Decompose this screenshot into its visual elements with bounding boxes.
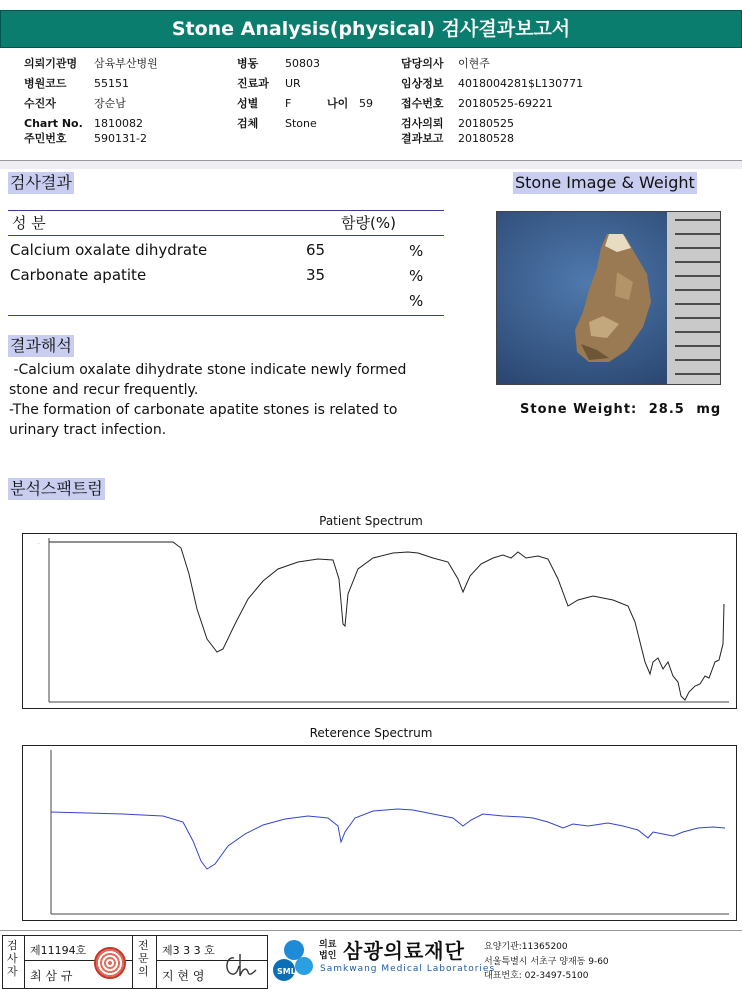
info-value: 삼육부산병원 <box>94 57 158 70</box>
info-row <box>24 77 158 91</box>
info-row <box>237 57 373 71</box>
info-value: 장순남 <box>94 97 126 110</box>
result-name: Calcium oxalate dihydrate <box>10 241 208 259</box>
result-name: Carbonate apatite <box>10 266 147 284</box>
org-logo-text: SML <box>277 967 296 976</box>
results-table-top-rule <box>8 210 444 211</box>
signature-divider <box>132 935 133 989</box>
reference-spectrum-plot <box>22 745 737 921</box>
results-title: 검사결과 <box>10 173 72 192</box>
examiner-name: 최 삼 규 <box>30 969 73 983</box>
reference-spectrum-line <box>51 809 725 869</box>
interpretation-line: urinary tract infection. <box>9 422 167 438</box>
reviewer-signature <box>222 950 260 980</box>
signature-divider <box>156 935 157 989</box>
info-value: UR <box>285 77 301 90</box>
patient-spectrum-line <box>49 542 724 700</box>
interpretation-line: stone and recur frequently. <box>9 382 199 398</box>
info-key: 접수번호 <box>401 97 444 110</box>
reviewer-id: 제3 3 3 호 <box>162 944 215 957</box>
org-address: 서울특별시 서초구 양재동 9-60 <box>484 957 609 967</box>
stone-photo <box>496 211 721 385</box>
info-key: 결과보고 <box>401 132 444 145</box>
info-key: 임상정보 <box>401 77 444 90</box>
info-key: 의뢰기관명 <box>24 57 78 70</box>
info-row <box>401 117 583 131</box>
results-table-header-rule <box>8 235 444 236</box>
patient-spectrum-graphic <box>23 534 736 708</box>
info-row <box>24 132 158 146</box>
info-divider-band <box>0 161 742 169</box>
info-key: Chart No. <box>24 117 83 130</box>
image-section-title: Stone Image & Weight <box>515 173 695 192</box>
age-value: 59 <box>359 97 373 110</box>
info-row <box>401 132 583 146</box>
report-title: Stone Analysis(physical) 검사결과보고서 <box>171 18 571 40</box>
info-key: 수진자 <box>24 97 56 110</box>
org-english-name: Samkwang Medical Laboratories <box>320 964 496 974</box>
info-value: 55151 <box>94 77 129 90</box>
stone-weight-label: Stone Weight: <box>520 402 638 417</box>
info-key: 검체 <box>237 117 259 130</box>
signature-divider <box>24 935 25 989</box>
reviewer-label: 전문의 <box>138 939 149 978</box>
org-type <box>319 940 336 962</box>
info-key: 병원코드 <box>24 77 67 90</box>
org-type-line-1: 의료 <box>319 940 337 950</box>
interpretation-title: 결과해석 <box>10 336 72 355</box>
info-key: 진료과 <box>237 77 269 90</box>
patient-spectrum-title: Patient Spectrum <box>319 514 423 528</box>
info-value: 4018004281$L130771 <box>458 77 584 90</box>
info-row <box>401 57 583 71</box>
info-value: 이현주 <box>458 57 490 70</box>
result-value: 35 <box>306 266 326 284</box>
result-value: 65 <box>306 241 326 259</box>
org-name: 삼광의료재단 <box>343 939 465 963</box>
info-key: 병동 <box>237 57 259 70</box>
info-key: 담당의사 <box>401 57 444 70</box>
examiner-id: 제11194호 <box>30 944 87 957</box>
patient-spectrum-plot <box>22 533 737 709</box>
org-type-line-2: 법인 <box>319 951 337 961</box>
stone-weight-value: 28.5 <box>648 402 685 417</box>
info-value: 20180525-69221 <box>458 97 553 110</box>
stone-weight <box>520 402 721 417</box>
info-row <box>24 97 158 111</box>
info-value: F <box>285 97 292 110</box>
stone-photo-graphic <box>497 212 721 385</box>
examiner-label: 검사자 <box>7 939 18 978</box>
col-component-header: 성 분 <box>12 214 46 232</box>
col-amount-header: 함량(%) <box>341 214 396 232</box>
info-key: 검사의뢰 <box>401 117 444 130</box>
spectrum-section-title: 분석스팩트럼 <box>10 479 103 498</box>
age-key: 나이 <box>327 97 349 110</box>
results-table-bottom-rule <box>8 315 444 316</box>
info-row <box>237 77 373 91</box>
reference-spectrum-graphic <box>23 746 736 920</box>
info-key: 성별 <box>237 97 259 110</box>
result-unit: % <box>409 292 424 310</box>
result-unit: % <box>409 242 424 260</box>
info-col-1 <box>24 57 158 146</box>
interpretation-line: -The formation of carbonate apatite stones is related to <box>9 402 398 418</box>
info-row <box>237 117 373 131</box>
info-row <box>237 97 373 111</box>
info-row <box>24 57 158 71</box>
stone-weight-unit: mg <box>696 402 722 417</box>
info-value: 1810082 <box>94 117 143 130</box>
info-value: 20180525 <box>458 117 514 130</box>
examiner-seal <box>94 947 126 979</box>
result-unit: % <box>409 267 424 285</box>
info-value: 50803 <box>285 57 320 70</box>
info-row <box>401 77 583 91</box>
reference-spectrum-title: Reterence Spectrum <box>309 726 433 740</box>
info-row <box>24 117 158 131</box>
svg-text:…: … <box>37 541 40 545</box>
org-logo-icon <box>272 936 316 986</box>
org-code: 요양기관:11365200 <box>484 942 568 952</box>
org-phone: 대표번호: 02-3497-5100 <box>484 971 589 981</box>
info-value: 590131-2 <box>94 132 147 145</box>
info-row <box>401 97 583 111</box>
interpretation-line: -Calcium oxalate dihydrate stone indicate newly formed <box>9 362 407 378</box>
info-col-3 <box>401 57 583 146</box>
info-col-2 <box>237 57 373 131</box>
reviewer-name: 지 현 영 <box>162 969 205 983</box>
info-value: 20180528 <box>458 132 514 145</box>
footer-divider <box>0 930 742 931</box>
info-value: Stone <box>285 117 317 130</box>
info-key: 주민번호 <box>24 132 67 145</box>
